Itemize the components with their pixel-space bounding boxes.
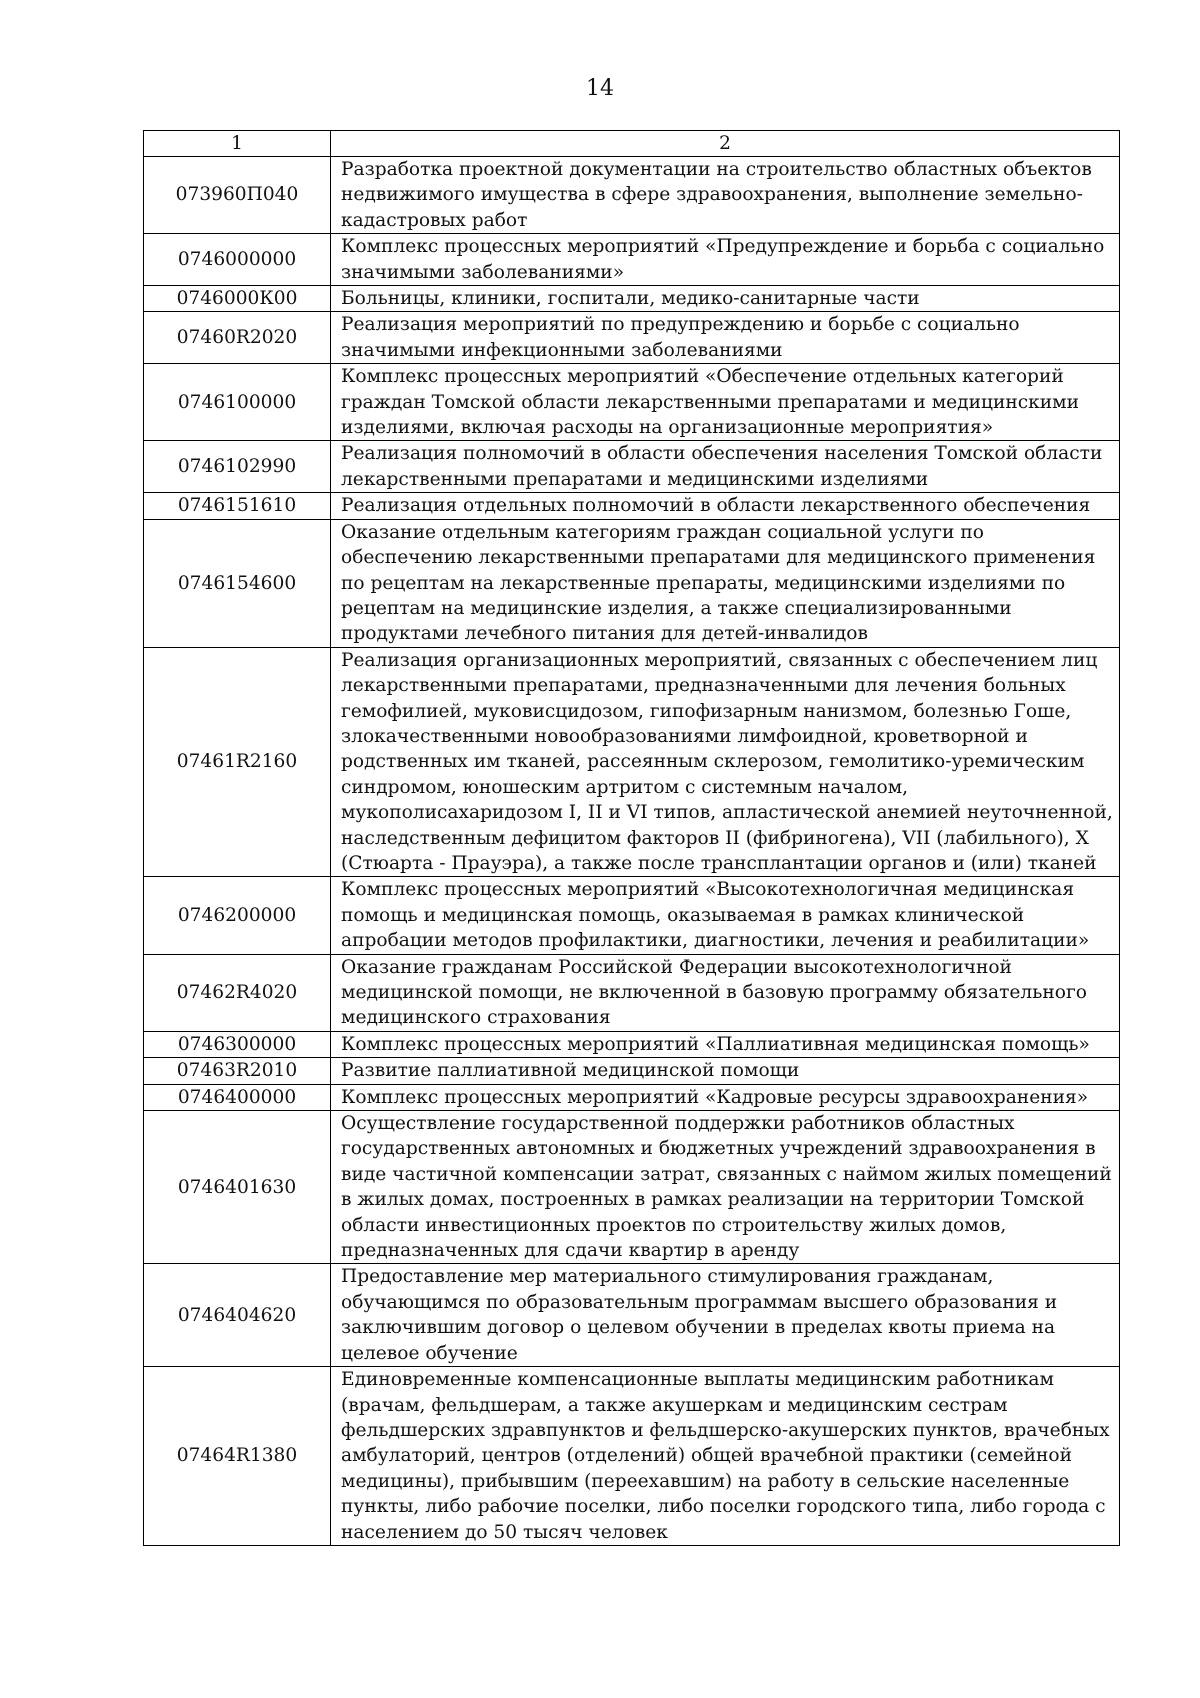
row-code: 0746200000: [144, 877, 331, 954]
table-row: [144, 312, 1120, 364]
row-name: Реализация полномочий в области обеспечения населения Томской области лекарственными препаратами и медицинскими изделиями: [331, 441, 1120, 493]
table-header-row: [144, 131, 1120, 157]
row-name: Предоставление мер материального стимулирования гражданам, обучающимся по образовательным программам высшего образования и заключившим договор о целевом обучении в пределах квоты приема на целевое обучение: [331, 1264, 1120, 1367]
row-code: 0746000000: [144, 234, 331, 286]
row-name: Реализация мероприятий по предупреждению и борьбе с социально значимыми инфекционными заболеваниями: [331, 312, 1120, 364]
table-row: [144, 519, 1120, 647]
table-row: [144, 1031, 1120, 1057]
row-code: 07464R1380: [144, 1367, 331, 1546]
row-code: 07461R2160: [144, 647, 331, 877]
row-code: 07463R2010: [144, 1058, 331, 1084]
table-row: [144, 364, 1120, 441]
row-code: 0746300000: [144, 1031, 331, 1057]
row-name: Оказание гражданам Российской Федерации высокотехнологичной медицинской помощи, не включенной в базовую программу обязательного медицинского страхования: [331, 954, 1120, 1031]
row-name: Реализация отдельных полномочий в области лекарственного обеспечения: [331, 493, 1120, 519]
row-name: Разработка проектной документации на строительство областных объектов недвижимого имущества в сфере здравоохранения, выполнение земельно-кадастровых работ: [331, 157, 1120, 234]
table-row: [144, 157, 1120, 234]
table-row: [144, 954, 1120, 1031]
table-row: [144, 1367, 1120, 1546]
table-row: [144, 647, 1120, 877]
row-name: Комплекс процессных мероприятий «Паллиативная медицинская помощь»: [331, 1031, 1120, 1057]
table-row: [144, 234, 1120, 286]
row-name: Оказание отдельным категориям граждан социальной услуги по обеспечению лекарственными препаратами для медицинского применения по рецептам на лекарственные препараты, медицинскими изделиями по рецептам на медицинские изделия, а также специализированными продуктами лечебного питания для детей-инвалидов: [331, 519, 1120, 647]
row-code: 0746404620: [144, 1264, 331, 1367]
table-row: [144, 1111, 1120, 1264]
row-code: 0746100000: [144, 364, 331, 441]
row-name: Комплекс процессных мероприятий «Обеспечение отдельных категорий граждан Томской области лекарственными препаратами и медицинскими изделиями, включая расходы на организационные мероприятия»: [331, 364, 1120, 441]
row-name: Реализация организационных мероприятий, связанных с обеспечением лиц лекарственными препаратами, предназначенными для лечения больных гемофилией, муковисцидозом, гипофизарным нанизмом, болезнью Гоше, злокачественными новообразованиями лимфоидной, кроветворной и родственных им тканей, рассеянным склерозом, гемолитико-уремическим синдромом, юношеским артритом с системным началом, мукополисахаридозом I, II и VI типов, апластической анемией неуточненной, наследственным дефицитом факторов II (фибриногена), VII (лабильного), X (Стюарта - Прауэра), а также после трансплантации органов и (или) тканей: [331, 647, 1120, 877]
page-number: 14: [586, 76, 614, 101]
row-code: 073960П040: [144, 157, 331, 234]
row-code: 07462R4020: [144, 954, 331, 1031]
row-name: Единовременные компенсационные выплаты медицинским работникам (врачам, фельдшерам, а также акушеркам и медицинским сестрам фельдшерских здравпунктов и фельдшерско-акушерских пунктов, врачебных амбулаторий, центров (отделений) общей врачебной практики (семейной медицины), прибывшим (переехавшим) на работу в сельские населенные пункты, либо рабочие поселки, либо поселки городского типа, либо города с населением до 50 тысяч человек: [331, 1367, 1120, 1546]
table-row: [144, 1084, 1120, 1110]
table-row: [144, 286, 1120, 312]
table-row: [144, 877, 1120, 954]
budget-classification-table: [143, 130, 1120, 1546]
row-name: Развитие паллиативной медицинской помощи: [331, 1058, 1120, 1084]
row-name: Комплекс процессных мероприятий «Кадровые ресурсы здравоохранения»: [331, 1084, 1120, 1110]
table-row: [144, 441, 1120, 493]
row-name: Больницы, клиники, госпитали, медико-санитарные части: [331, 286, 1120, 312]
column-header-name: 2: [331, 131, 1120, 157]
row-name: Комплекс процессных мероприятий «Высокотехнологичная медицинская помощь и медицинская помощь, оказываемая в рамках клинической апробации методов профилактики, диагностики, лечения и реабилитации»: [331, 877, 1120, 954]
row-code: 0746151610: [144, 493, 331, 519]
row-name: Комплекс процессных мероприятий «Предупреждение и борьба с социально значимыми заболеваниями»: [331, 234, 1120, 286]
row-code: 0746000К00: [144, 286, 331, 312]
row-name: Осуществление государственной поддержки работников областных государственных автономных и бюджетных учреждений здравоохранения в виде частичной компенсации затрат, связанных с наймом жилых помещений в жилых домах, построенных в рамках реализации на территории Томской области инвестиционных проектов по строительству жилых домов, предназначенных для сдачи квартир в аренду: [331, 1111, 1120, 1264]
table-row: [144, 493, 1120, 519]
row-code: 0746154600: [144, 519, 331, 647]
row-code: 0746102990: [144, 441, 331, 493]
row-code: 0746400000: [144, 1084, 331, 1110]
table-row: [144, 1264, 1120, 1367]
row-code: 07460R2020: [144, 312, 331, 364]
table-row: [144, 1058, 1120, 1084]
row-code: 0746401630: [144, 1111, 331, 1264]
column-header-code: 1: [144, 131, 331, 157]
